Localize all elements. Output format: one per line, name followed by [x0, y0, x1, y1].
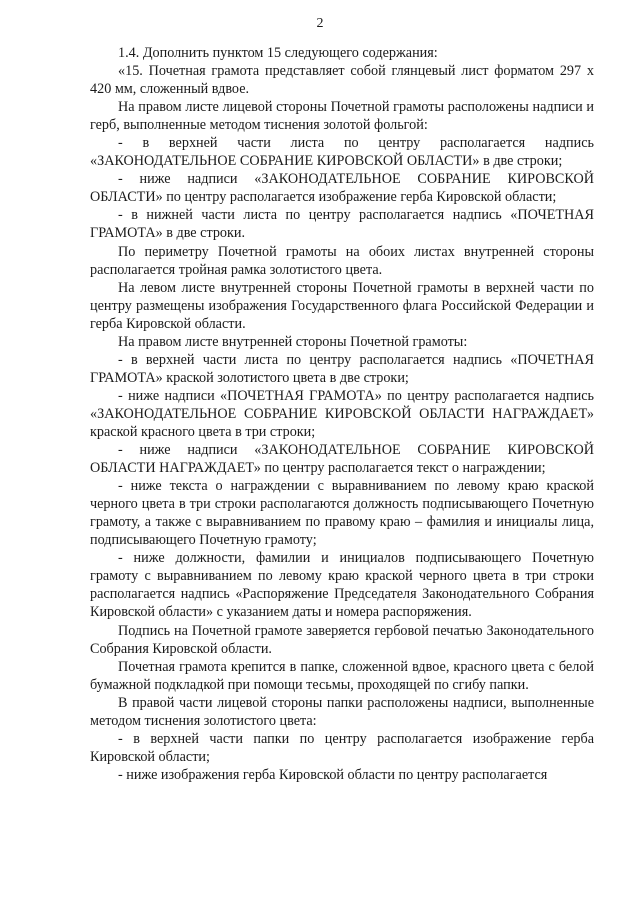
page-number: 2 — [316, 16, 324, 31]
paragraph-item-1-4: 1.4. Дополнить пунктом 15 следующего содержания: — [118, 45, 438, 61]
paragraph-right-sheet: На правом листе внутренней стороны Почетной грамоты: — [118, 333, 468, 350]
paragraph-signature-seal: Подпись на Почетной грамоте заверяется гербовой печатью Законодательного Собрания Кировской области. — [90, 622, 594, 657]
paragraph-item-15: «15. Почетная грамота представляет собой глянцевый лист форматом 297 х 420 мм, сложенный вдвое. — [90, 63, 594, 98]
paragraph-left-sheet: На левом листе внутренней стороны Почетной грамоты в верхней части по центру размещены изображения Государственного флага Российской Федерации и герба Кировской области. — [90, 279, 594, 332]
document-body — [90, 44, 594, 784]
paragraph-bullet: - в верхней части листа по центру располагается надпись «ПОЧЕТНАЯ ГРАМОТА» краской золотистого цвета в две строки; — [90, 351, 594, 386]
paragraph-folder-front: В правой части лицевой стороны папки расположены надписи, выполненные методом тиснения золотистого цвета: — [90, 694, 594, 729]
paragraph-bullet: - в верхней части листа по центру располагается надпись «ЗАКОНОДАТЕЛЬНОЕ СОБРАНИЕ КИРОВСКОЙ ОБЛАСТИ» в две строки; — [90, 135, 594, 170]
paragraph-front-side: На правом листе лицевой стороны Почетной грамоты расположены надписи и герб, выполненные методом тиснения золотой фольгой: — [90, 99, 594, 134]
paragraph-bullet: - ниже текста о награждении с выравниванием по левому краю краской черного цвета в три строки располагаются должность подписывающего Почетную грамоту, а также с выравниванием по правому краю – фамилия и инициалы лица, подписывающего Почетную грамоту; — [90, 478, 594, 549]
paragraph-bullet: - в нижней части листа по центру располагается надпись «ПОЧЕТНАЯ ГРАМОТА» в две строки. — [90, 207, 594, 242]
paragraph-bullet: - ниже надписи «ЗАКОНОДАТЕЛЬНОЕ СОБРАНИЕ КИРОВСКОЙ ОБЛАСТИ» по центру располагается изображение герба Кировской области; — [90, 171, 594, 206]
paragraph-bullet: - ниже изображения герба Кировской области по центру располагается — [118, 766, 548, 783]
paragraph-folder: Почетная грамота крепится в папке, сложенной вдвое, красного цвета с белой бумажной подкладкой при помощи тесьмы, проходящей по сгибу папки. — [90, 658, 594, 693]
paragraph-frame: По периметру Почетной грамоты на обоих листах внутренней стороны располагается тройная рамка золотистого цвета. — [90, 243, 594, 278]
paragraph-bullet: - ниже надписи «ЗАКОНОДАТЕЛЬНОЕ СОБРАНИЕ КИРОВСКОЙ ОБЛАСТИ НАГРАЖДАЕТ» по центру располагается текст о награждении; — [90, 442, 594, 477]
paragraph-bullet: - ниже должности, фамилии и инициалов подписывающего Почетную грамоту с выравниванием по левому краю краской черного цвета в три строки располагается надпись «Распоряжение Председателя Законодательного Собрания Кировской области» с указанием даты и номера распоряжения. — [90, 550, 594, 621]
paragraph-bullet: - ниже надписи «ПОЧЕТНАЯ ГРАМОТА» по центру располагается надпись «ЗАКОНОДАТЕЛЬНОЕ СОБРАНИЕ КИРОВСКОЙ ОБЛАСТИ НАГРАЖДАЕТ» краской красного цвета в три строки; — [90, 387, 594, 440]
paragraph-bullet: - в верхней части папки по центру располагается изображение герба Кировской области; — [90, 730, 594, 765]
